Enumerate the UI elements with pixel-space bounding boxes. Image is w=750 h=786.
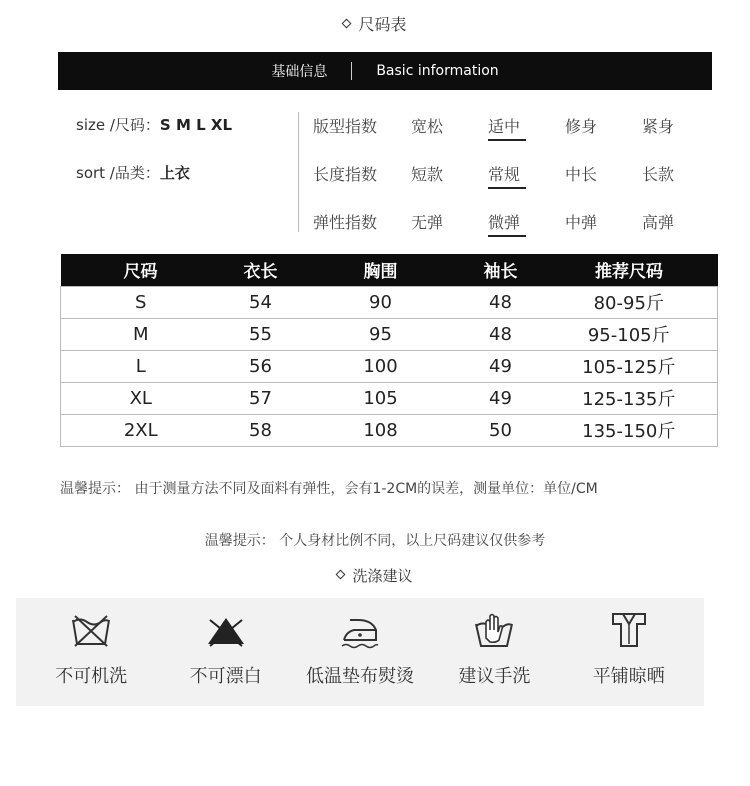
dry-flat-icon [607,610,651,650]
wash-item-low-iron [295,598,425,706]
table-header: 袖长 [461,254,541,286]
attribute-name: 版型指数 [313,117,378,136]
attribute-row-fit [313,114,719,137]
table-row [61,382,718,414]
table-row [61,350,718,382]
table-cell: 95-105斤 [541,318,718,350]
sort-label: sort /品类： [76,164,160,182]
info-bar-divider [351,62,352,80]
attribute-option: 紧身 [642,117,675,136]
size-line [76,114,232,135]
table-cell: 125-135斤 [541,382,718,414]
wash-label: 低温垫布熨烫 [305,666,414,687]
table-row [61,414,718,446]
attribute-name: 弹性指数 [313,213,378,232]
wash-item-hand-wash [429,598,559,706]
wash-label: 不可漂白 [189,666,262,687]
info-bar-cn: 基础信息 [271,64,328,80]
wash-label: 不可机洗 [55,666,128,687]
table-cell: XL [61,382,221,414]
attribute-option: 长款 [642,165,675,184]
diamond-icon [336,570,346,580]
table-cell: 55 [221,318,301,350]
table-cell: 49 [461,350,541,382]
wash-label: 平铺晾晒 [592,666,665,687]
info-bar-en: Basic information [376,63,499,79]
table-cell: 108 [301,414,461,446]
table-cell: 49 [461,382,541,414]
attribute-option-selected: 微弹 [488,210,565,233]
table-cell: 50 [461,414,541,446]
attribute-option: 短款 [411,165,444,184]
attribute-row-length [313,162,719,185]
table-cell: 105 [301,382,461,414]
table-cell: 100 [301,350,461,382]
attribute-row-elastic [313,210,719,233]
table-cell: 48 [461,286,541,318]
table-cell: 80-95斤 [541,286,718,318]
wash-item-no-bleach [161,598,291,706]
wash-panel [16,598,704,706]
attribute-option-selected: 常规 [488,162,565,185]
body-proportion-tip: 温馨提示： 个人身材比例不同，以上尺码建议仅供参考 [204,533,546,549]
size-chart-title-text: 尺码表 [358,15,407,34]
table-cell: 56 [221,350,301,382]
table-cell: M [61,318,221,350]
wash-item-dry-flat [564,598,694,706]
table-cell: S [61,286,221,318]
sort-value: 上衣 [159,164,190,182]
table-header: 衣长 [221,254,301,286]
table-header: 胸围 [301,254,461,286]
wash-title [0,565,750,586]
table-cell: 90 [301,286,461,318]
attribute-name: 长度指数 [313,165,378,184]
table-cell: 54 [221,286,301,318]
attribute-option: 中弹 [565,213,598,232]
no-machine-wash-icon [69,610,113,650]
table-cell: 135-150斤 [541,414,718,446]
table-cell: 95 [301,318,461,350]
table-cell: 2XL [61,414,221,446]
low-iron-icon [338,610,382,650]
size-table [60,254,718,447]
table-cell: 48 [461,318,541,350]
info-bar [58,52,712,90]
diamond-icon [342,19,352,29]
size-label: size /尺码： [76,116,160,134]
hand-wash-icon [472,610,516,650]
size-value: S M L XL [159,116,232,134]
sort-line [76,162,190,183]
wash-label: 建议手洗 [458,666,531,687]
table-row [61,286,718,318]
table-cell: 58 [221,414,301,446]
attribute-option: 中长 [565,165,598,184]
attribute-option: 修身 [565,117,598,136]
table-cell: L [61,350,221,382]
attribute-option: 宽松 [411,117,444,136]
no-bleach-icon [204,610,248,650]
attribute-option-selected: 适中 [488,114,565,137]
wash-title-text: 洗涤建议 [352,567,413,585]
attribute-option: 高弹 [642,213,675,232]
table-cell: 105-125斤 [541,350,718,382]
wash-item-no-machine-wash [26,598,156,706]
table-cell: 57 [221,382,301,414]
attribute-option: 无弹 [411,213,444,232]
divider-line [298,112,299,232]
measurement-tip: 温馨提示： 由于测量方法不同及面料有弹性，会有1-2CM的误差，测量单位：单位/CM [60,481,598,497]
table-row [61,318,718,350]
table-header: 尺码 [61,254,221,286]
table-header-row [61,254,718,286]
size-chart-title [0,12,750,35]
table-header: 推荐尺码 [541,254,718,286]
